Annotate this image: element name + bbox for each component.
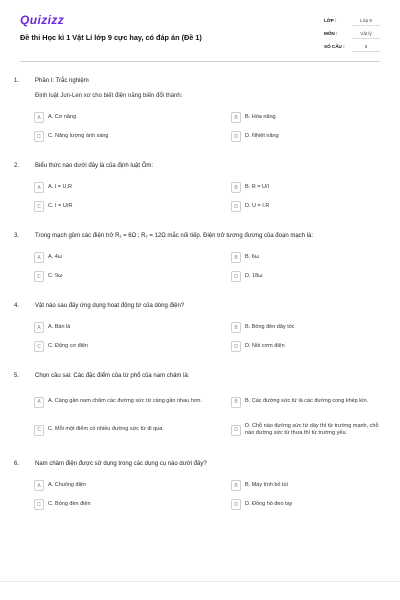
option-c[interactable] [34, 420, 203, 440]
meta-row-subject [324, 27, 380, 40]
option-letter: B [231, 397, 241, 408]
option-letter: C [34, 499, 44, 510]
option-letter: C [34, 425, 44, 436]
option-text: C. I = U/R [48, 202, 73, 209]
option-text: C. Mỗi một điểm có nhiều đường sức từ đi qua. [48, 426, 164, 433]
question-number: 3. [14, 233, 20, 239]
option-b[interactable] [211, 322, 380, 333]
question-text: Vật nào sau đây ứng dụng hoạt động từ của dòng điện? [35, 303, 185, 309]
option-letter: A [34, 112, 44, 123]
option-letter: D [231, 131, 241, 142]
meta-label: MÔN : [324, 31, 338, 36]
option-text: C. 9ω [48, 272, 63, 279]
question-number: 2. [14, 163, 20, 169]
question-text: Chọn câu sai: Các đặc điểm của từ phổ của nam châm là: [35, 373, 190, 379]
option-text: B. Hóa năng [245, 113, 276, 120]
option-d[interactable] [211, 131, 380, 142]
option-c[interactable] [34, 341, 203, 352]
option-text: B. Các đường sức từ là các đường cong khép kín. [245, 398, 369, 405]
option-text: A. Càng gần nam châm các đường sức từ càng gần nhau hơn. [48, 398, 203, 405]
option-letter: A [34, 252, 44, 263]
option-text: C. Bóng đèn điện [48, 500, 91, 507]
question-number: 4. [14, 303, 20, 309]
option-b[interactable] [211, 392, 380, 412]
option-letter: B [231, 252, 241, 263]
meta-value: Vật lý [352, 29, 380, 39]
option-letter: A [34, 182, 44, 193]
question-text: Trong mạch gồm các điện trở R₁ = 6Ω ; R₂ = 12Ω mắc nối tiếp. Điện trở tương đương của đoạn mạch là: [35, 233, 313, 239]
option-letter: A [34, 397, 44, 408]
option-text: D. Nồi cơm điện [245, 342, 285, 349]
page-bottom-divider [0, 580, 400, 582]
option-text: B. 6ω [245, 253, 260, 260]
option-letter: C [34, 201, 44, 212]
option-list [14, 322, 380, 352]
option-a[interactable] [34, 252, 203, 263]
option-b[interactable] [211, 182, 380, 193]
option-list [14, 392, 380, 440]
option-c[interactable] [34, 131, 203, 142]
quizizz-logo: Quizizz [20, 13, 65, 27]
worksheet-header [20, 0, 380, 62]
option-letter: B [231, 480, 241, 491]
question-subtext: Định luật Jun-Len xơ cho biết điện năng biến đổi thành: [35, 93, 183, 99]
option-text: C. Động cơ điện [48, 342, 88, 349]
question-number: 6. [14, 461, 20, 467]
option-c[interactable] [34, 201, 203, 212]
option-d[interactable] [211, 271, 380, 282]
option-text: D. 18ω [245, 272, 263, 279]
option-text: A. Cơ năng [48, 113, 77, 120]
option-a[interactable] [34, 392, 203, 412]
option-b[interactable] [211, 112, 380, 123]
option-b[interactable] [211, 252, 380, 263]
option-a[interactable] [34, 322, 203, 333]
option-list [14, 182, 380, 212]
option-letter: D [231, 271, 241, 282]
option-a[interactable] [34, 112, 203, 123]
option-letter: C [34, 131, 44, 142]
option-letter: B [231, 182, 241, 193]
option-letter: D [231, 201, 241, 212]
option-b[interactable] [211, 480, 380, 491]
question-2 [14, 163, 380, 212]
question-1 [14, 78, 380, 142]
option-d[interactable] [211, 499, 380, 510]
question-number: 1. [14, 78, 20, 84]
question-text: Biểu thức nào dưới đây là của định luật Ôm: [35, 163, 154, 169]
question-3 [14, 233, 380, 282]
question-list [14, 78, 380, 531]
meta-value: 6 [352, 42, 380, 52]
option-letter: C [34, 271, 44, 282]
question-5 [14, 373, 380, 440]
option-text: A. I = U.R [48, 183, 72, 190]
option-text: D. Đồng hồ đeo tay [245, 500, 293, 507]
worksheet-meta [324, 14, 380, 53]
option-a[interactable] [34, 480, 203, 491]
option-letter: C [34, 341, 44, 352]
question-number: 5. [14, 373, 20, 379]
option-text: A. Bàn là [48, 323, 71, 330]
option-letter: A [34, 322, 44, 333]
option-text: D. U = I.R [245, 202, 270, 209]
option-text: D. Chỗ nào đường sức từ dày thì từ trường mạnh, chỗ nào đường sức từ thưa thì từ trường yếu. [245, 422, 379, 436]
option-c[interactable] [34, 499, 203, 510]
option-letter: D [231, 425, 241, 436]
option-text: B. R = U/I [245, 183, 269, 190]
question-text: Phần I: Trắc nghiệm [35, 78, 89, 84]
meta-value: Lớp 9 [352, 16, 380, 26]
meta-row-class [324, 14, 380, 27]
option-letter: B [231, 322, 241, 333]
option-letter: B [231, 112, 241, 123]
option-list [14, 252, 380, 282]
meta-label: LỚP : [324, 18, 337, 23]
option-letter: D [231, 499, 241, 510]
worksheet-title: Đề thi Học kì 1 Vật Lí lớp 9 cực hay, có đáp án (Đề 1) [20, 33, 202, 42]
option-letter: A [34, 480, 44, 491]
meta-label: SỐ CÂU : [324, 44, 345, 49]
option-text: D. Nhiệt năng [245, 132, 279, 139]
option-text: C. Năng lượng ánh sáng [48, 132, 109, 139]
question-4 [14, 303, 380, 352]
option-text: B. Bóng đèn dây tóc [245, 323, 295, 330]
option-d[interactable] [211, 420, 380, 440]
option-a[interactable] [34, 182, 203, 193]
option-text: B. Máy tính bỏ túi [245, 481, 288, 488]
option-c[interactable] [34, 271, 203, 282]
option-d[interactable] [211, 201, 380, 212]
option-text: A. Chuông điện [48, 481, 86, 488]
question-text: Nam châm điện được sử dụng trong các dụng cụ nào dưới đây? [35, 461, 207, 467]
option-list [14, 480, 380, 510]
option-letter: D [231, 341, 241, 352]
question-6 [14, 461, 380, 510]
option-list [14, 112, 380, 142]
meta-row-count [324, 40, 380, 53]
option-text: A. 4ω [48, 253, 63, 260]
option-d[interactable] [211, 341, 380, 352]
